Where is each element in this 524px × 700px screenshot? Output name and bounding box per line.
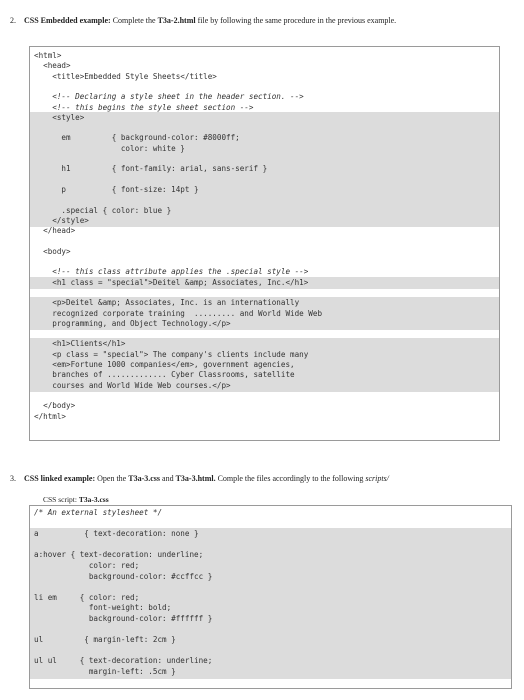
code-line: background-color: #ccffcc } — [34, 571, 213, 581]
code-line: ul ul { text-decoration: underline; — [34, 656, 213, 666]
question-2-text-a: Complete the — [110, 16, 158, 25]
embedded-code-box — [29, 46, 500, 441]
question-3-text-a: Open the — [95, 474, 129, 483]
code-line: courses and World Wide Web courses.</p> — [34, 380, 231, 390]
code-line: .special { color: blue } — [34, 205, 172, 215]
code-line: background-color: #ffffff } — [34, 614, 213, 623]
code-line: </body> — [34, 401, 76, 411]
code-line: /* An external stylesheet */ — [34, 508, 163, 517]
code-line: <style> — [34, 112, 85, 122]
code-line: h1 { font-family: arial, sans-serif } — [34, 164, 268, 174]
code-line — [30, 540, 511, 549]
question-3-text-c: Comple the files accordingly to the following — [215, 474, 366, 483]
code-line — [30, 625, 511, 634]
question-2-text — [24, 16, 396, 26]
code-line — [30, 288, 499, 297]
code-line: branches of ............. Cyber Classrooms, satellite — [34, 370, 295, 380]
code-line: <head> — [34, 61, 71, 71]
code-line — [30, 175, 499, 184]
code-line: font-weight: bold; — [34, 603, 172, 613]
code-line — [30, 582, 511, 591]
code-line — [30, 154, 499, 163]
code-line: <em>Fortune 1000 companies</em>, government agencies, — [34, 360, 295, 369]
code-line — [30, 195, 499, 204]
question-3-label: CSS linked example: — [24, 474, 96, 483]
code-line: <title>Embedded Style Sheets</title> — [34, 71, 217, 81]
code-line: margin-left: .5cm } — [34, 667, 176, 676]
question-3-file-a: T3a-3.css — [128, 474, 161, 483]
question-3-file-b: T3a-3.html. — [175, 474, 216, 483]
code-line: </head> — [34, 226, 76, 236]
code-line: color: red; — [34, 561, 140, 570]
code-line: ul { margin-left: 2cm } — [34, 635, 176, 645]
code-line: color: white } — [34, 143, 185, 153]
code-line — [30, 646, 511, 655]
code-line: <body> — [34, 246, 71, 256]
question-3-text-b: and — [160, 474, 176, 483]
code-line: </html> — [34, 411, 67, 421]
code-line: p { font-size: 14pt } — [34, 184, 199, 194]
code-line: programming, and Object Technology.</p> — [34, 318, 231, 328]
code-line: <html> — [34, 51, 62, 60]
code-line — [30, 391, 499, 400]
question-2-text-b: file by following the same procedure in the previous example. — [195, 16, 397, 25]
code-line: <!-- this class attribute applies the .special style --> — [34, 267, 309, 277]
code-line: a:hover { text-decoration: underline; — [34, 550, 204, 560]
linked-css-code-box — [29, 505, 512, 689]
code-line: li em { color: red; — [34, 592, 140, 602]
question-3-number: 3. — [10, 474, 16, 483]
code-line: <p>Deitel &amp; Associates, Inc. is an internationally — [34, 298, 300, 308]
question-3-text — [24, 474, 389, 484]
code-line: </style> — [34, 215, 89, 225]
code-line: <h1>Clients</h1> — [34, 339, 126, 349]
question-2-number: 2. — [10, 16, 16, 25]
code-line — [30, 519, 511, 528]
code-line — [30, 236, 499, 245]
code-line: <!-- Declaring a style sheet in the header section. --> — [34, 92, 304, 102]
question-2-file: T3a-2.html — [157, 16, 196, 25]
code-line: <h1 class = "special">Deitel &amp; Associates, Inc.</h1> — [34, 277, 309, 287]
question-3-italic: scripts/ — [365, 474, 389, 483]
css-caption-label: CSS script: — [43, 495, 79, 504]
code-line — [30, 257, 499, 266]
code-line — [30, 123, 499, 132]
code-line: <!-- this begins the style sheet section --> — [34, 102, 254, 112]
code-line — [30, 82, 499, 91]
css-caption-file: T3a-3.css — [78, 495, 109, 504]
code-line — [30, 329, 499, 338]
code-line: em { background-color: #8000ff; — [34, 133, 240, 143]
question-2-label: CSS Embedded example: — [24, 16, 111, 25]
css-script-caption — [43, 495, 109, 504]
code-line: a { text-decoration: none } — [34, 529, 199, 539]
code-line: <p class = "special"> The company's clients include many — [34, 349, 309, 359]
code-line: recognized corporate training ......... and World Wide Web — [34, 308, 323, 318]
